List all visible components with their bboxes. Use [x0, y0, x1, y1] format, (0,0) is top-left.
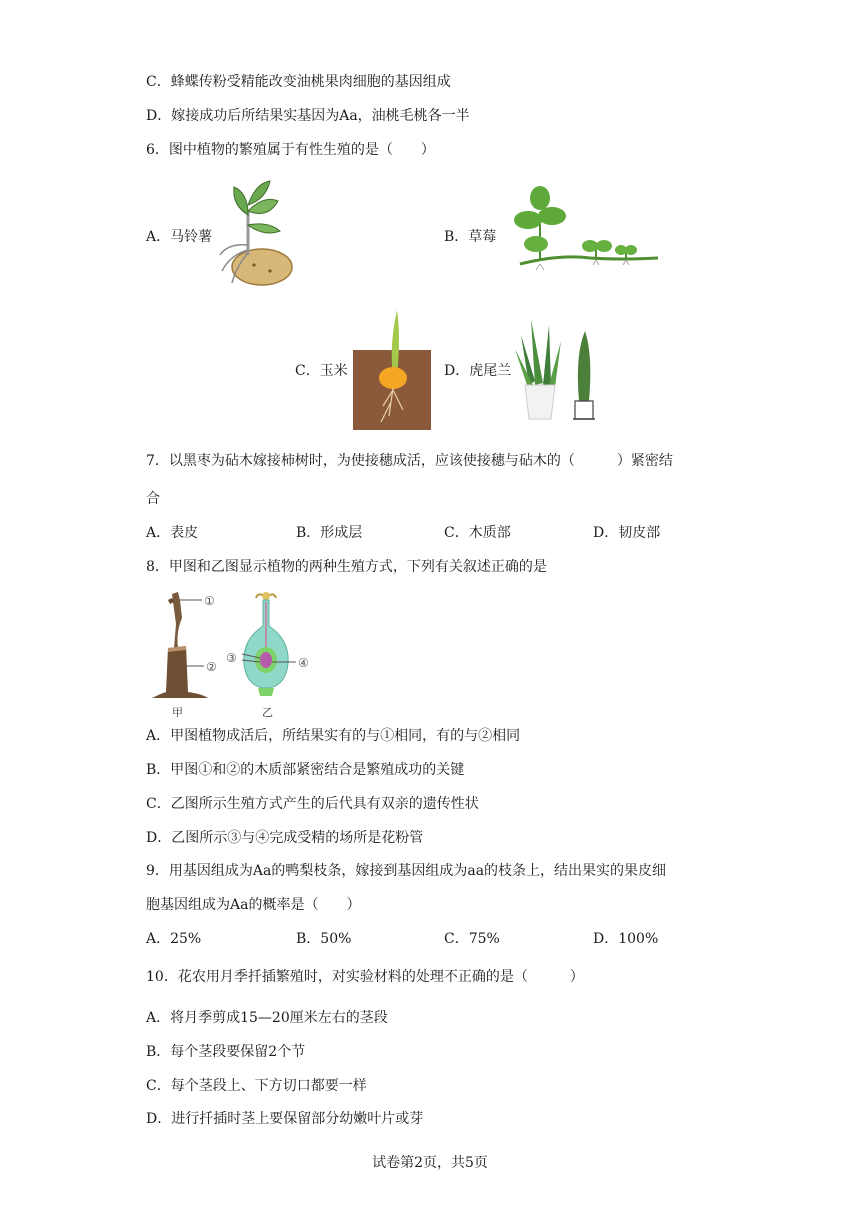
q7-stem-line2: 合: [146, 491, 160, 507]
q8-option-d: D．乙图所示③与④完成受精的场所是花粉管: [146, 830, 424, 846]
q10-option-a: A．将月季剪成15—20厘米左右的茎段: [146, 1010, 388, 1026]
q9-option-d: D．100%: [593, 931, 659, 947]
diagram-label-3: ③: [226, 651, 237, 665]
q6-option-d: D．虎尾兰: [444, 363, 512, 379]
q6-option-c: C．玉米: [295, 363, 348, 379]
q10-option-c: C．每个茎段上、下方切口都要一样: [146, 1078, 367, 1094]
q7-option-b: B．形成层: [296, 525, 363, 541]
page-footer: 试卷第2页，共5页: [372, 1155, 488, 1171]
diagram-label-1: ①: [204, 594, 215, 608]
q9-option-a: A．25%: [146, 931, 202, 947]
q6-option-b: B．草莓: [444, 229, 497, 245]
diagram-label-jia: 甲: [172, 706, 183, 719]
q7-option-c: C．木质部: [444, 525, 511, 541]
diagram-label-4: ④: [298, 656, 309, 670]
q8-option-c: C．乙图所示生殖方式产生的后代具有双亲的遗传性状: [146, 796, 479, 812]
q9-option-b: B．50%: [296, 931, 352, 947]
q7-stem-line1: 7．以黑枣为砧木嫁接柿树时，为使接穗成活，应该使接穗与砧木的（ ）紧密结: [146, 453, 673, 469]
q10-option-b: B．每个茎段要保留2个节: [146, 1044, 306, 1060]
diagram-label-2: ②: [206, 660, 217, 674]
q7-option-d: D．韧皮部: [593, 525, 661, 541]
q10-stem: 10．花农用月季扦插繁殖时，对实验材料的处理不正确的是（ ）: [146, 969, 584, 985]
grafting-and-flower-diagram: [146, 588, 326, 720]
q9-option-c: C．75%: [444, 931, 500, 947]
q10-option-d: D．进行扦插时茎上要保留部分幼嫩叶片或芽: [146, 1111, 424, 1127]
q8-option-b: B．甲图①和②的木质部紧密结合是繁殖成功的关键: [146, 762, 465, 778]
q9-stem-line1: 9．用基因组成为Aa的鸭梨枝条，嫁接到基因组成为aa的枝条上，结出果实的果皮细: [146, 863, 667, 879]
potato-image: [218, 175, 298, 289]
diagram-label-yi: 乙: [262, 706, 273, 719]
q8-stem: 8．甲图和乙图显示植物的两种生殖方式，下列有关叙述正确的是: [146, 559, 547, 575]
q5-option-d: D．嫁接成功后所结果实基因为Aa，油桃毛桃各一半: [146, 108, 470, 124]
snake-plant-image: [515, 305, 605, 425]
q9-stem-line2: 胞基因组成为Aa的概率是（ ）: [146, 897, 361, 913]
q8-option-a: A．甲图植物成活后，所结果实有的与①相同，有的与②相同: [146, 728, 521, 744]
strawberry-image: [500, 180, 660, 276]
q5-option-c: C．蜂蝶传粉受精能改变油桃果肉细胞的基因组成: [146, 74, 451, 90]
q7-option-a: A．表皮: [146, 525, 199, 541]
q6-option-a: A．马铃薯: [146, 229, 213, 245]
q6-stem: 6．图中植物的繁殖属于有性生殖的是（ ）: [146, 142, 435, 158]
corn-seedling-image: [353, 306, 431, 430]
